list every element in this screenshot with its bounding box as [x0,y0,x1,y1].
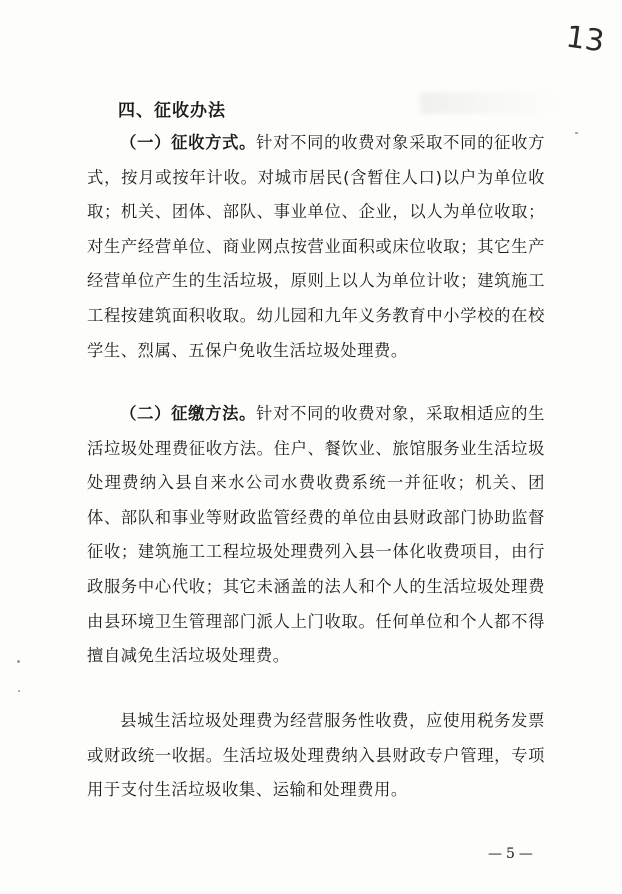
paragraph-fee-nature [87,704,545,808]
page-number: —5— [488,846,537,862]
scan-speck [17,660,20,663]
paragraph-collection-method [87,126,545,368]
paragraph-text: 针对不同的收费对象，采取相适应的生活垃圾处理费征收方法。住户、餐饮业、旅馆服务业生活垃圾处理费纳入县自来水公司水费收费系统一并征收；机关、团体、部队和事业等财政监管经费的单位由县财政部门协助监督征收；建筑施工工程垃圾处理费列入县一体化收费项目，由行政服务中心代收；其它未涵盖的法人和个人的生活垃圾处理费由县环境卫生管理部门派人上门收取。任何单位和个人都不得擅自减免生活垃圾处理费。 [87,404,545,666]
paragraph-payment-method [87,397,545,674]
handwritten-page-number: 13 [563,19,607,60]
paragraph-label: （一）征收方式。 [120,133,257,152]
faded-stamp-mark [420,92,560,114]
paragraph-text: 县城生活垃圾处理费为经营服务性收费，应使用税务发票或财政统一收据。生活垃圾处理费纳入县财政专户管理，专项用于支付生活垃圾收集、运输和处理费用。 [87,711,545,800]
section-heading: 四、征收办法 [118,101,226,121]
scan-speck [18,690,20,692]
paragraph-text: 针对不同的收费对象采取不同的征收方式，按月或按年计收。对城市居民(含暂住人口)以户为单位收取；机关、团体、部队、事业单位、企业，以人为单位收取；对生产经营单位、商业网点按营业面积或床位收取；其它生产经营单位产生的生活垃圾，原则上以人为单位计收；建筑施工工程按建筑面积收取。幼儿园和九年义务教育中小学校的在校学生、烈属、五保户免收生活垃圾处理费。 [87,133,545,360]
paragraph-label: （二）征缴方法。 [120,404,257,423]
scan-speck [575,132,578,134]
